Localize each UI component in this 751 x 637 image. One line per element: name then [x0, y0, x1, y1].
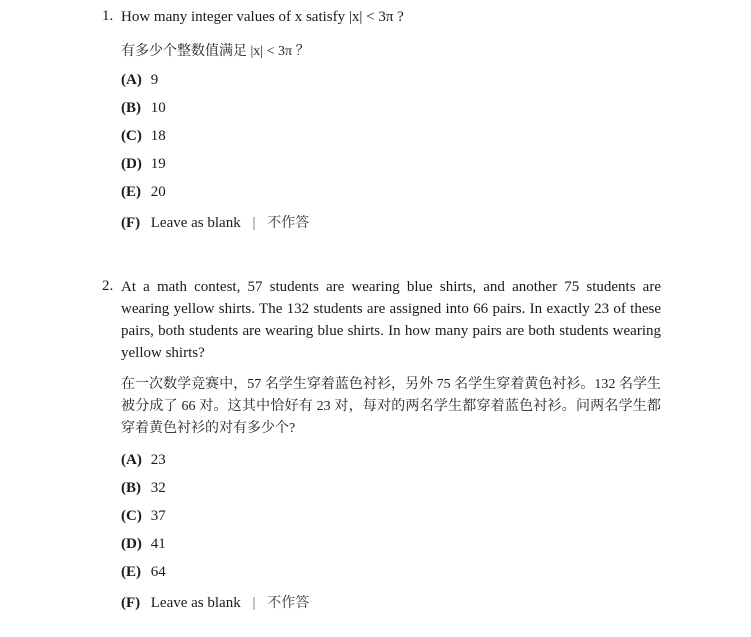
- option-text: 64: [150, 564, 166, 580]
- question-number: 1.: [102, 8, 114, 24]
- option-label: (D): [121, 536, 142, 552]
- separator: |: [252, 595, 256, 611]
- option-c[interactable]: [121, 508, 166, 525]
- option-text: 37: [150, 508, 166, 524]
- option-f[interactable]: [121, 592, 309, 612]
- question-stem-en: At a math contest, 57 students are wearing blue shirts, and another 75 students are wearing yellow shirts. The 132 students are assigned into 66 pairs. In exactly 23 of these pairs, both students are wearing blue shirts. In how many pairs are both students wearing yellow shirts?: [121, 279, 661, 361]
- separator: |: [252, 215, 256, 231]
- option-label: (D): [121, 156, 142, 172]
- option-label: (A): [121, 72, 142, 88]
- option-text: Leave as blank: [150, 595, 241, 611]
- option-label: (E): [121, 564, 141, 580]
- option-label: (B): [121, 480, 141, 496]
- option-b[interactable]: [121, 480, 166, 497]
- option-text: 20: [150, 184, 166, 200]
- option-label: (A): [121, 452, 142, 468]
- option-text: 23: [150, 452, 166, 468]
- option-text: 41: [150, 536, 166, 552]
- option-a[interactable]: [121, 452, 166, 469]
- option-text: 32: [150, 480, 166, 496]
- option-text: 9: [150, 72, 159, 88]
- question-stem-en: How many integer values of x satisfy |x| < 3π ?: [121, 9, 404, 25]
- option-e[interactable]: [121, 564, 166, 581]
- option-d[interactable]: [121, 156, 166, 173]
- option-d[interactable]: [121, 536, 166, 553]
- option-label: (C): [121, 508, 142, 524]
- question-number: 2.: [102, 278, 114, 294]
- option-label: (F): [121, 595, 141, 611]
- option-text-zh: 不作答: [267, 596, 310, 611]
- option-text: 10: [150, 100, 166, 116]
- option-a[interactable]: [121, 72, 158, 89]
- option-c[interactable]: [121, 128, 166, 145]
- option-label: (F): [121, 215, 141, 231]
- option-text: Leave as blank: [150, 215, 241, 231]
- option-label: (B): [121, 100, 141, 116]
- question-stem-zh: 在一次数学竞赛中，57 名学生穿着蓝色衬衫，另外 75 名学生穿着黄色衬衫。132 名学生被分成了 66 对。这其中恰好有 23 对，每对的两名学生都穿着蓝色衬衫。问两名学生都穿着黄色衬衫的对有多少个?: [121, 377, 661, 436]
- option-label: (E): [121, 184, 141, 200]
- option-f[interactable]: [121, 212, 309, 232]
- option-text-zh: 不作答: [267, 216, 310, 231]
- option-b[interactable]: [121, 100, 166, 117]
- option-label: (C): [121, 128, 142, 144]
- option-e[interactable]: [121, 184, 166, 201]
- option-text: 19: [150, 156, 166, 172]
- question-stem-zh: 有多少个整数值满足 |x| < 3π ？: [121, 44, 310, 59]
- option-text: 18: [150, 128, 166, 144]
